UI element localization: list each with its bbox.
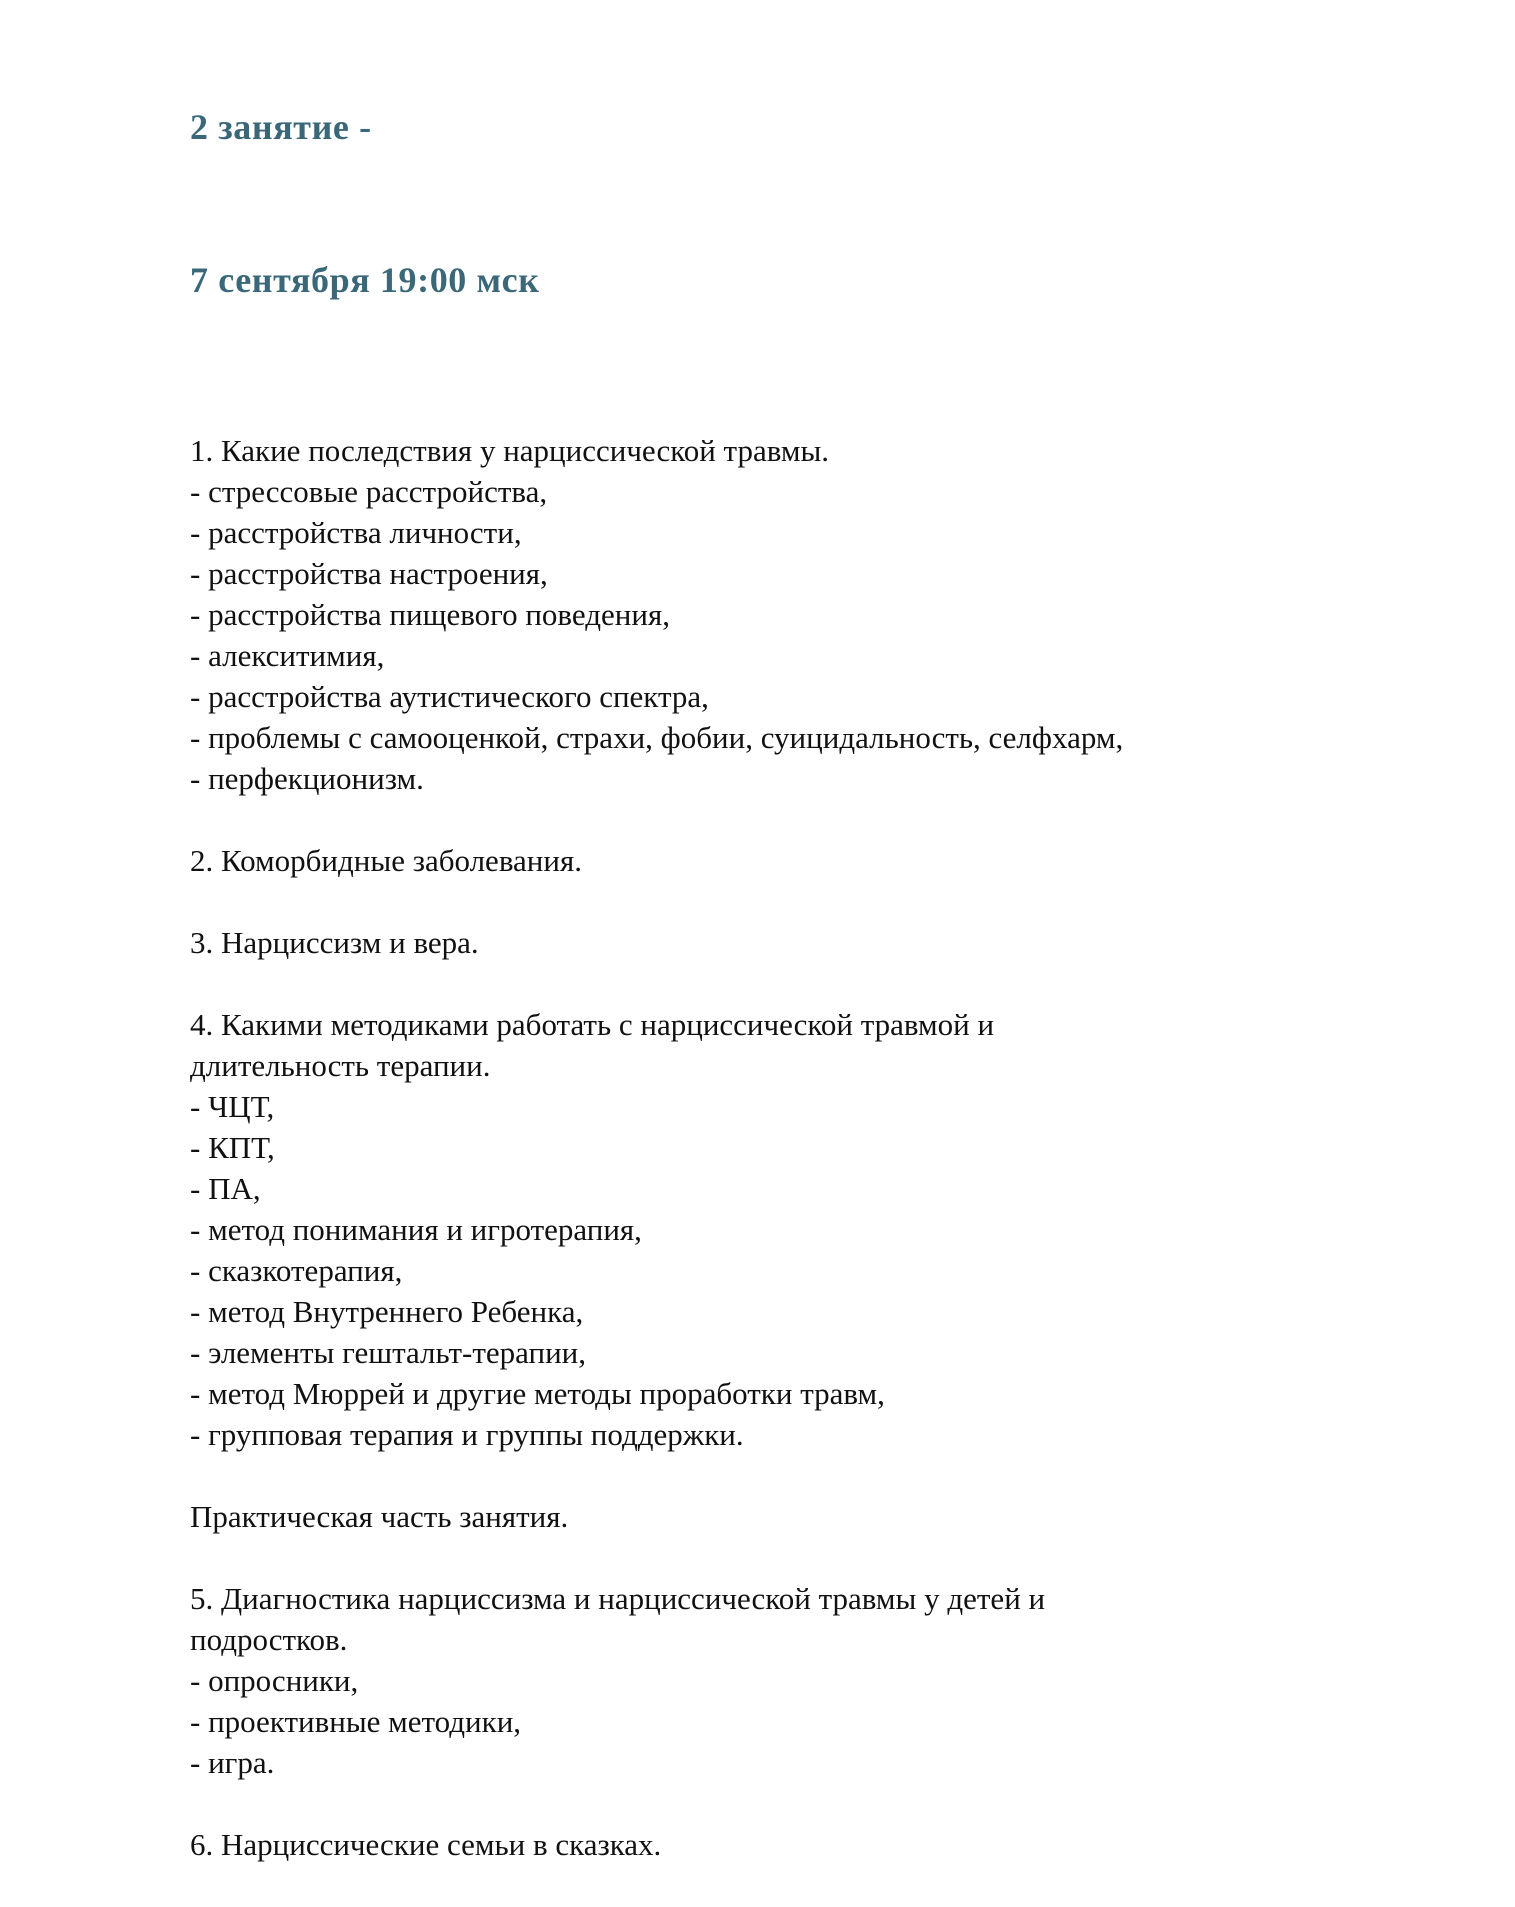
list-item: - метод понимания и игротерапия, [190,1212,642,1247]
list-item: - проблемы с самооценкой, страхи, фобии, суицидальность, селфхарм, [190,720,1124,755]
section-gap [190,1783,1180,1824]
section-heading: 5. Диагностика нарциссизма и нарциссической травмы у детей и подростков. [190,1581,1053,1657]
section-gap [190,799,1180,840]
document-body [190,430,1180,1865]
document-title [190,0,1180,408]
list-item: - опросники, [190,1663,359,1698]
section-gap [190,881,1180,922]
section-gap [190,1455,1180,1496]
section-heading: 3. Нарциссизм и вера. [190,925,479,960]
section-heading: 4. Какими методиками работать с нарциссической травмой и длительность терапии. [190,1007,1002,1083]
list-item: - стрессовые расстройства, [190,474,548,509]
section-heading: 6. Нарциссические семьи в сказках. [190,1827,662,1862]
list-item: - расстройства пищевого поведения, [190,597,670,632]
document-title-line-2: 7 сентября 19:00 мск [190,260,540,300]
list-item: - сказкотерапия, [190,1253,403,1288]
list-item: - перфекционизм. [190,761,424,796]
document-section [190,1824,1180,1865]
document-section [190,1004,1180,1455]
document-section [190,922,1180,963]
list-item: - групповая терапия и группы поддержки. [190,1417,744,1452]
section-heading: 2. Коморбидные заболевания. [190,843,582,878]
list-item: - расстройства личности, [190,515,522,550]
document-title-line-1: 2 занятие - [190,107,372,147]
list-item: - ЧЦТ, [190,1089,275,1124]
list-item: - КПТ, [190,1130,275,1165]
section-heading: 1. Какие последствия у нарциссической травмы. [190,433,830,468]
section-gap [190,963,1180,1004]
document-section [190,1578,1180,1783]
document-section [190,430,1180,799]
list-item: - проективные методики, [190,1704,522,1739]
list-item: - расстройства аутистического спектра, [190,679,709,714]
section-gap [190,1537,1180,1578]
list-item: - расстройства настроения, [190,556,548,591]
list-item: - алекситимия, [190,638,385,673]
document-section [190,1496,1180,1537]
list-item: - ПА, [190,1171,261,1206]
document-section [190,840,1180,881]
title-body-gap [190,408,1180,430]
list-item: - элементы гештальт-терапии, [190,1335,587,1370]
section-heading: Практическая часть занятия. [190,1499,569,1534]
list-item: - игра. [190,1745,275,1780]
document-content [190,0,1180,1865]
list-item: - метод Внутреннего Ребенка, [190,1294,584,1329]
list-item: - метод Мюррей и другие методы проработки травм, [190,1376,885,1411]
